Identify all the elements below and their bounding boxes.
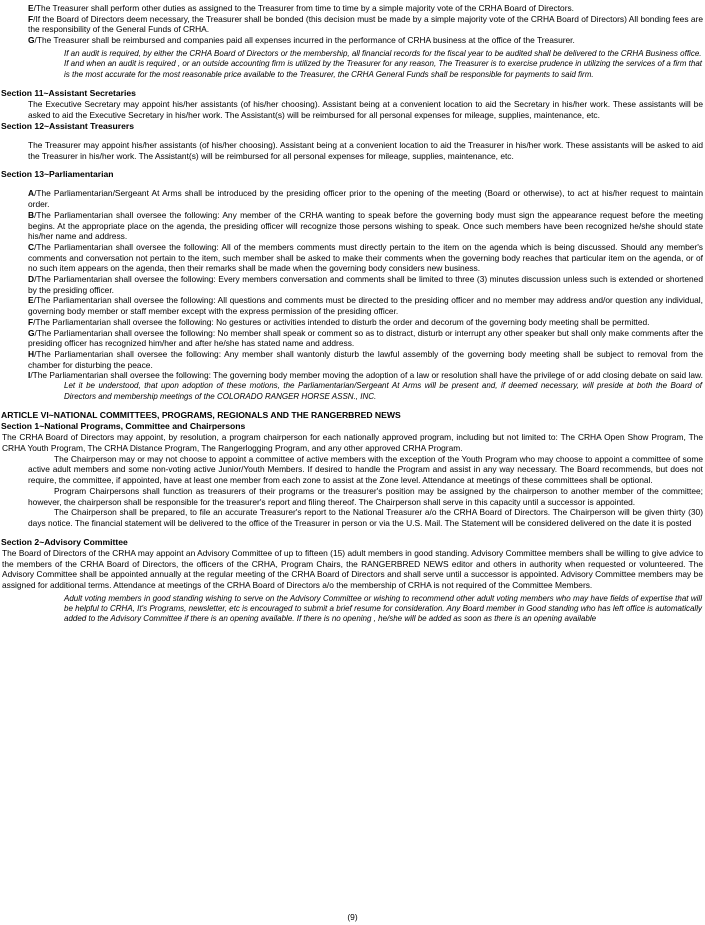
section-12-text: The Treasurer may appoint his/her assistants (of his/her choosing). Assistant being at a convenient location to aid the Treasurer in his/her work. These assistants will be asked to aid the Treasurer in his/her work. The Assistant(s) will be reimbursed for all personal expenses for mileage, supplies, maintenance, etc. xyxy=(28,139,703,161)
treasurer-duties xyxy=(28,3,703,46)
article-6-section-1-para-3: The Chairperson shall be prepared, to file an accurate Treasurer's report to the National Treasurer a/o the CRHA Board of Directors. The Chairperson will be given thirty (30) days notice. The financial statement will be delivered to the office of the Treasurer in person or via the U.S. Mail. The Statement will be considered delivered on the date it is posted xyxy=(28,507,703,528)
section-12-heading: Section 12~Assistant Treasurers xyxy=(1,120,135,131)
audit-note-1: If an audit is required, by either the CRHA Board of Directors or the membership, all financial records for the fiscal year to be audited shall be delivered to the CRHA Business office. xyxy=(64,48,702,58)
parliamentarian-item-e: E/The Parliamentarian shall oversee the following: All questions and comments must be directed to the presiding officer and no member may address and/or question any individual, governing body member or staff member except with the express permission of the presiding officer. xyxy=(28,295,703,317)
section-13-heading: Section 13~Parliamentarian xyxy=(1,169,114,180)
article-6-section-1-para-2: Program Chairpersons shall function as treasurers of their programs or the treasurer's position may be assigned by the chairperson to another member of the committee; however, the chairperson shall be responsible for the treasurer's report and filing thereof. The Chairperson shall serve in this capacity until a successor is appointed. xyxy=(28,485,703,507)
parliamentarian-item-b: B/The Parliamentarian shall oversee the following: Any member of the CRHA wanting to speak before the governing body must sign the appearance request before the meeting begins. At the appropriate place on the agenda, the presiding officer will recognize those persons wishing to speak. Once such members have been recognized he/she should state his/her name and address. xyxy=(28,209,703,242)
treasurer-item-g: G/The Treasurer shall be reimbursed and companies paid all expenses incurred in the performance of CRHA business at the office of the Treasurer. xyxy=(28,35,575,46)
parliamentarian-items xyxy=(28,188,703,381)
article-6-section-2-heading: Section 2~Advisory Committee xyxy=(1,536,128,547)
article-6-section-2-text: The Board of Directors of the CRHA may appoint an Advisory Committee of up to fifteen (15) adult members in good standing. Advisory Committee members shall be willing to give advice to the members of the CRHA Board of Directors, the officers of the CRHA, Program Chairs, the RANGERBRED NEWS editor and others in authority when requested or volunteered. The Advisory Committee shall be appointed annually at the regular meeting of the CRHA Board of Directors and shall serve until a successor is appointed. Advisory Committee members may be assigned for additional terms. Attendance at meetings of the CRHA Board of Directors a/o the membership of CRHA is not required of the Committee Members. xyxy=(2,547,703,590)
parliamentarian-item-h: H/The Parliamentarian shall oversee the following: Any member shall wantonly disturb the lawful assembly of the governing body meeting shall be subject to removal from the chamber for disturbing the peace. xyxy=(28,349,703,370)
article-6-section-1-heading: Section 1~National Programs, Committee and Chairpersons xyxy=(1,421,246,432)
treasurer-item-e: E/The Treasurer shall perform other duties as assigned to the Treasurer from time to time by a simple majority vote of the CRHA Board of Directors. xyxy=(28,3,575,13)
parliamentarian-item-i: I/The Parliamentarian shall oversee the following: The governing body member moving the adoption of a law or resolution shall have the privilege of or add closing debate on said law. xyxy=(28,370,703,381)
document-page xyxy=(0,3,705,625)
parliamentarian-note: Let it be understood, that upon adoption of these motions, the Parliamentarian/Sergeant At Arms will be present and, if deemed necessary, will preside at both the Board of Directors and membership meetings of the COLORADO RANGER HORSE ASSN., INC. xyxy=(64,381,702,401)
page-number: (9) xyxy=(347,912,358,922)
parliamentarian-item-f: F/The Parliamentarian shall oversee the following: No gestures or activities intended to disturb the order and decorum of the governing body meeting shall be permitted. xyxy=(28,316,650,327)
parliamentarian-item-a: A/The Parliamentarian/Sergeant At Arms shall be introduced by the presiding officer prior to the opening of the meeting (Board or otherwise), to act at his/her request to maintain order. xyxy=(28,188,703,210)
section-11-text: The Executive Secretary may appoint his/her assistants (of his/her choosing). Assistant being at a convenient location to aid the Secretary in his/her work. These assistants will be asked to aid the Executive Secretary in his/her work. The Assistant(s) will be reimbursed for all personal expenses for mileage, supplies, maintenance, etc. xyxy=(28,99,703,120)
parliamentarian-item-c: C/The Parliamentarian shall oversee the following: All of the members comments must directly pertain to the item on the agenda which is being discussed. Should any member's comments and conversation not pertain to the item, such member shall be asked to make their comments when the governing body reaches that particular item on the agenda, or of no such item appears on the agenda, then their remarks shall be made when the governing body considers new business. xyxy=(28,241,703,274)
advisory-note: Adult voting members in good standing wishing to serve on the Advisory Committee or wishing to recommend other adult voting members who may have fields of expertise that will be helpful to CRHA, It's Programs, newsletter, etc is encouraged to submit a brief resume for consideration. Any Board member in Good standing who has left office is automatically added to the Advisory Committee if there is an opening available. If there is no opening , he/she will be added as soon as there is an opening available xyxy=(64,593,702,624)
parliamentarian-item-d: D/The Parliamentarian shall oversee the following: Every members conversation and comments shall be limited to three (3) minutes discussion unless such is extended or shortened by the presiding officer. xyxy=(28,274,703,295)
treasurer-item-f: F/If the Board of Directors deem necessary, the Treasurer shall be bonded (this decision must be made by a simple majority vote of the CRHA Board of Directors) All bonding fees are the responsibility of the General Funds of CRHA. xyxy=(28,13,703,35)
article-6-heading: ARTICLE VI~NATIONAL COMMITTEES, PROGRAMS, REGIONALS AND THE RANGERBRED NEWS xyxy=(1,409,401,420)
parliamentarian-item-g: G/The Parliamentarian shall oversee the following: No member shall speak or comment so as to distract, disturb or interrupt any other speaker but shall only make comments after the presiding officer has recognized him/her and after he/she has stated name and address. xyxy=(28,327,703,349)
article-6-section-1-intro: The CRHA Board of Directors may appoint, by resolution, a program chairperson for each nationally approved program, including but not limited to: The CRHA Open Show Program, The CRHA Youth Program, The CRHA Distance Program, The Rangerlogging Program, and any other approved CRHA Program. xyxy=(2,432,703,454)
audit-note-2: If and when an audit is required , or an outside accounting firm is utilized by the Treasurer for any reason, The Treasurer is to exercise prudence in utilizing the services of a firm that is the most accurate for the most reasonable price available to the Treasurer, the CRHA General Funds shall be responsible for payments to said firm. xyxy=(64,59,702,79)
article-6-section-1-para-1: The Chairperson may or may not choose to appoint a committee of active members with the exception of the Youth Program who may choose to appoint a committee of some active adult members and some non-voting active Junior/Youth Members. If desired to handle the Program and assist in any way necessary. The Board recommends, but does not require, the committee, if appointed, have at least one member from each zone to assist at the Zone level. Attendance at meetings of these committees shall be optional. xyxy=(28,453,703,486)
section-11-heading: Section 11~Assistant Secretaries xyxy=(1,88,136,99)
